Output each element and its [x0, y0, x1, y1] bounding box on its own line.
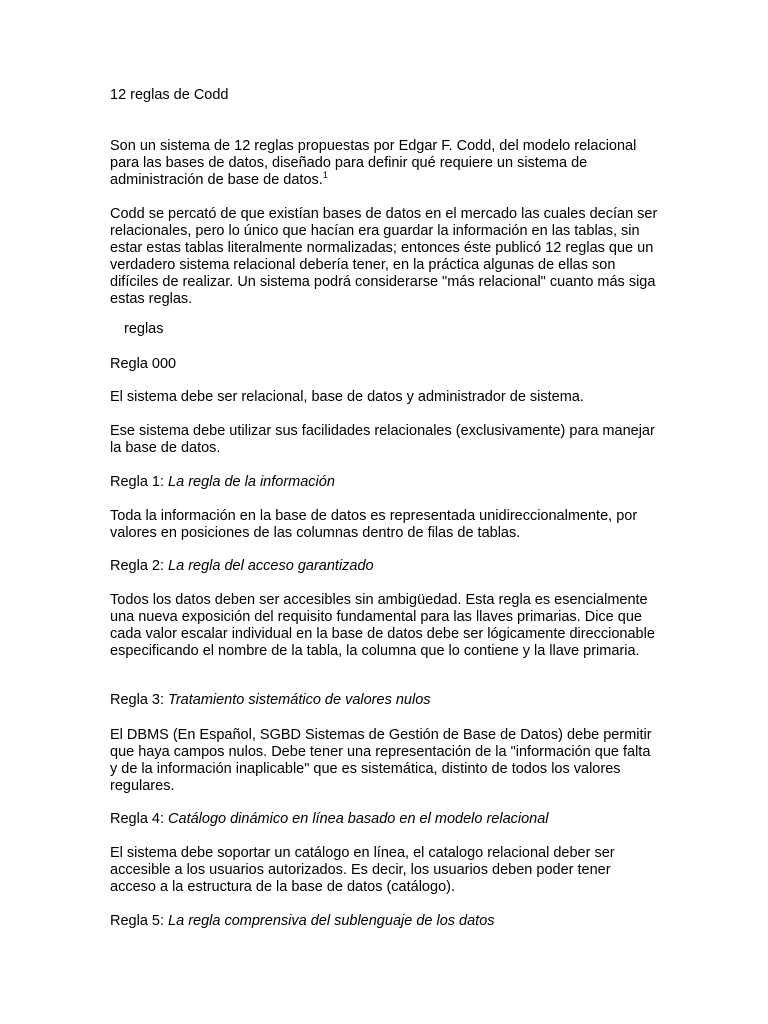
rule-1-text: Toda la información en la base de datos es representada unidireccionalmente, por valores en posiciones de las columnas dentro de filas de tablas. — [110, 508, 638, 541]
rule-3-heading — [110, 692, 658, 709]
rule-2-heading — [110, 558, 658, 575]
rule-2-name: La regla del acceso garantizado — [168, 558, 374, 574]
rule-1-heading — [110, 474, 658, 491]
rule-1-prefix: Regla 1: — [110, 474, 169, 490]
rule-5-heading — [110, 913, 658, 930]
context-paragraph: Codd se percató de que existían bases de datos en el mercado las cuales decían ser relacionales, pero lo único que hacían era guardar la información en las tablas, sin estar estas tablas literalmente normalizadas; entonces éste publicó 12 reglas que un verdadero sistema relacional debería tener, en la práctica algunas de ellas son difíciles de realizar. Un sistema podrá considerarse "más relacional" cuanto más siga estas reglas. — [110, 206, 658, 307]
rule-2-prefix: Regla 2: — [110, 558, 169, 574]
rule-4-prefix: Regla 4: — [110, 811, 169, 827]
rule-1-name: La regla de la información — [168, 474, 335, 490]
footnote-marker: 1 — [322, 170, 328, 180]
rule-5-prefix: Regla 5: — [110, 913, 169, 929]
document-title: 12 reglas de Codd — [110, 87, 229, 103]
rule-0-heading: Regla 000 — [110, 356, 177, 372]
rule-0-paragraph-2: Ese sistema debe utilizar sus facilidades relacionales (exclusivamente) para manejar la base de datos. — [110, 423, 655, 456]
intro-paragraph — [110, 138, 658, 189]
rule-4-text: El sistema debe soportar un catálogo en línea, el catalogo relacional deber ser accesible a los usuarios autorizados. Es decir, los usuarios deben poder tener acceso a la estructura de la base de datos (catálogo). — [110, 845, 615, 895]
rule-3-prefix: Regla 3: — [110, 692, 169, 708]
rule-4-heading — [110, 811, 658, 828]
rule-5-name: La regla comprensiva del sublenguaje de los datos — [168, 913, 495, 929]
rule-3-name: Tratamiento sistemático de valores nulos — [168, 692, 431, 708]
rule-3-text: El DBMS (En Español, SGBD Sistemas de Gestión de Base de Datos) debe permitir que haya campos nulos. Debe tener una representación de la "información que falta y de la información inaplicable" que es sistemática, distinto de todos los valores regulares. — [110, 727, 652, 794]
rule-0-paragraph-1: El sistema debe ser relacional, base de datos y administrador de sistema. — [110, 389, 584, 405]
rule-2-text: Todos los datos deben ser accesibles sin ambigüedad. Esta regla es esencialmente una nueva exposición del requisito fundamental para las llaves primarias. Dice que cada valor escalar individual en la base de datos debe ser lógicamente direccionable especificando el nombre de la tabla, la columna que lo contiene y la llave primaria. — [110, 592, 655, 659]
section-label: reglas — [124, 321, 164, 337]
rule-4-name: Catálogo dinámico en línea basado en el modelo relacional — [168, 811, 549, 827]
intro-text: Son un sistema de 12 reglas propuestas por Edgar F. Codd, del modelo relacional para las bases de datos, diseñado para definir qué requiere un sistema de administración de base de datos. — [110, 138, 637, 188]
